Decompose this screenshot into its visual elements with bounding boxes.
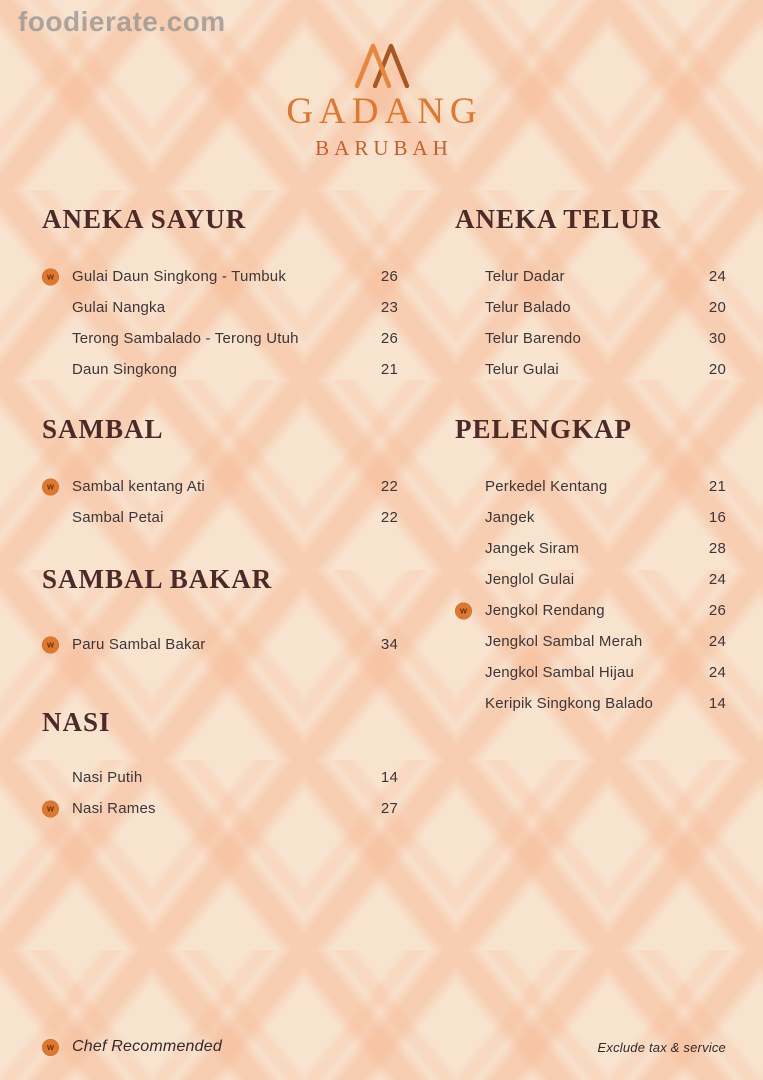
legend-label: Chef Recommended (72, 1038, 222, 1055)
menu-item-row (455, 564, 726, 595)
menu-item-row (42, 762, 398, 793)
item-name: Jengkol Rendang (485, 602, 605, 619)
menu-item-row (42, 471, 398, 502)
menu-item-row (455, 502, 726, 533)
section-aneka-sayur (42, 204, 398, 378)
item-price: 23 (380, 299, 398, 316)
item-name: Telur Dadar (485, 268, 565, 285)
menu-item-row (42, 354, 398, 385)
item-name: Sambal Petai (72, 509, 164, 526)
section-title: NASI (42, 707, 111, 737)
footer (42, 1036, 726, 1058)
tax-note: Exclude tax & service (597, 1039, 726, 1055)
chef-recommended-badge-icon: w (42, 478, 59, 495)
section-title: ANEKA TELUR (455, 204, 662, 234)
item-price: 21 (708, 478, 726, 495)
item-name: Perkedel Kentang (485, 478, 608, 495)
section-sambal-bakar (42, 564, 398, 653)
item-price: 30 (708, 330, 726, 347)
brand-header (0, 42, 763, 159)
item-name: Telur Gulai (485, 361, 559, 378)
chef-recommended-badge-icon: w (455, 602, 472, 619)
item-price: 22 (380, 509, 398, 526)
menu-item-row (42, 323, 398, 354)
item-price: 21 (380, 361, 398, 378)
item-name: Gulai Daun Singkong - Tumbuk (72, 268, 287, 285)
section-items (455, 261, 726, 385)
section-title: PELENGKAP (455, 414, 633, 444)
menu-item-row (42, 292, 398, 323)
item-price: 24 (708, 268, 726, 285)
item-price: 34 (380, 636, 398, 653)
item-name: Jenglol Gulai (485, 571, 575, 588)
item-name: Nasi Putih (72, 769, 143, 786)
section-pelengkap (455, 414, 726, 712)
menu-item-row (455, 354, 726, 385)
item-name: Telur Balado (485, 299, 571, 316)
item-name: Nasi Rames (72, 800, 156, 817)
item-price: 16 (708, 509, 726, 526)
menu-item-row (455, 533, 726, 564)
item-price: 26 (380, 268, 398, 285)
item-price: 26 (708, 602, 726, 619)
item-price: 14 (708, 695, 726, 712)
section-items (42, 261, 398, 385)
item-price: 27 (380, 800, 398, 817)
menu-item-row (42, 629, 398, 660)
section-aneka-telur (455, 204, 726, 378)
section-title: SAMBAL BAKAR (42, 564, 273, 594)
item-price: 28 (708, 540, 726, 557)
item-name: Keripik Singkong Balado (485, 695, 654, 712)
item-name: Gulai Nangka (72, 299, 166, 316)
item-name: Jangek Siram (485, 540, 580, 557)
item-name: Jengkol Sambal Hijau (485, 664, 635, 681)
menu-item-row (42, 793, 398, 824)
menu-item-row (455, 323, 726, 354)
crown-monogram-icon (349, 42, 415, 88)
chef-recommended-badge-icon: w (42, 268, 59, 285)
section-items (455, 471, 726, 719)
watermark: foodierate.com (18, 6, 226, 37)
item-name: Jengkol Sambal Merah (485, 633, 643, 650)
item-price: 26 (380, 330, 398, 347)
item-price: 24 (708, 664, 726, 681)
menu-item-row (455, 261, 726, 292)
item-name: Daun Singkong (72, 361, 178, 378)
item-name: Jangek (485, 509, 535, 526)
item-price: 22 (380, 478, 398, 495)
menu-item-row (42, 502, 398, 533)
chef-recommended-badge-icon: w (42, 800, 59, 817)
section-title: SAMBAL (42, 414, 164, 444)
section-nasi (42, 707, 398, 817)
menu-item-row (455, 471, 726, 502)
section-items (42, 629, 398, 660)
chef-recommended-badge-icon: w (42, 636, 59, 653)
item-name: Paru Sambal Bakar (72, 636, 206, 653)
item-name: Telur Barendo (485, 330, 581, 347)
menu-item-row (455, 688, 726, 719)
menu-item-row (42, 261, 398, 292)
brand-title: GADANG (286, 91, 483, 132)
menu-item-row (455, 292, 726, 323)
item-price: 24 (708, 633, 726, 650)
menu-item-row (455, 626, 726, 657)
section-items (42, 762, 398, 824)
item-price: 20 (708, 361, 726, 378)
menu-item-row (455, 595, 726, 626)
chef-recommended-legend (42, 1038, 222, 1056)
item-price: 14 (380, 769, 398, 786)
item-price: 24 (708, 571, 726, 588)
item-name: Sambal kentang Ati (72, 478, 205, 495)
section-sambal (42, 414, 398, 526)
brand-subtitle: BARUBAH (315, 136, 453, 160)
chef-recommended-badge-icon: w (42, 1039, 59, 1056)
item-price: 20 (708, 299, 726, 316)
item-name: Terong Sambalado - Terong Utuh (72, 330, 299, 347)
section-items (42, 471, 398, 533)
menu-item-row (455, 657, 726, 688)
section-title: ANEKA SAYUR (42, 204, 247, 234)
